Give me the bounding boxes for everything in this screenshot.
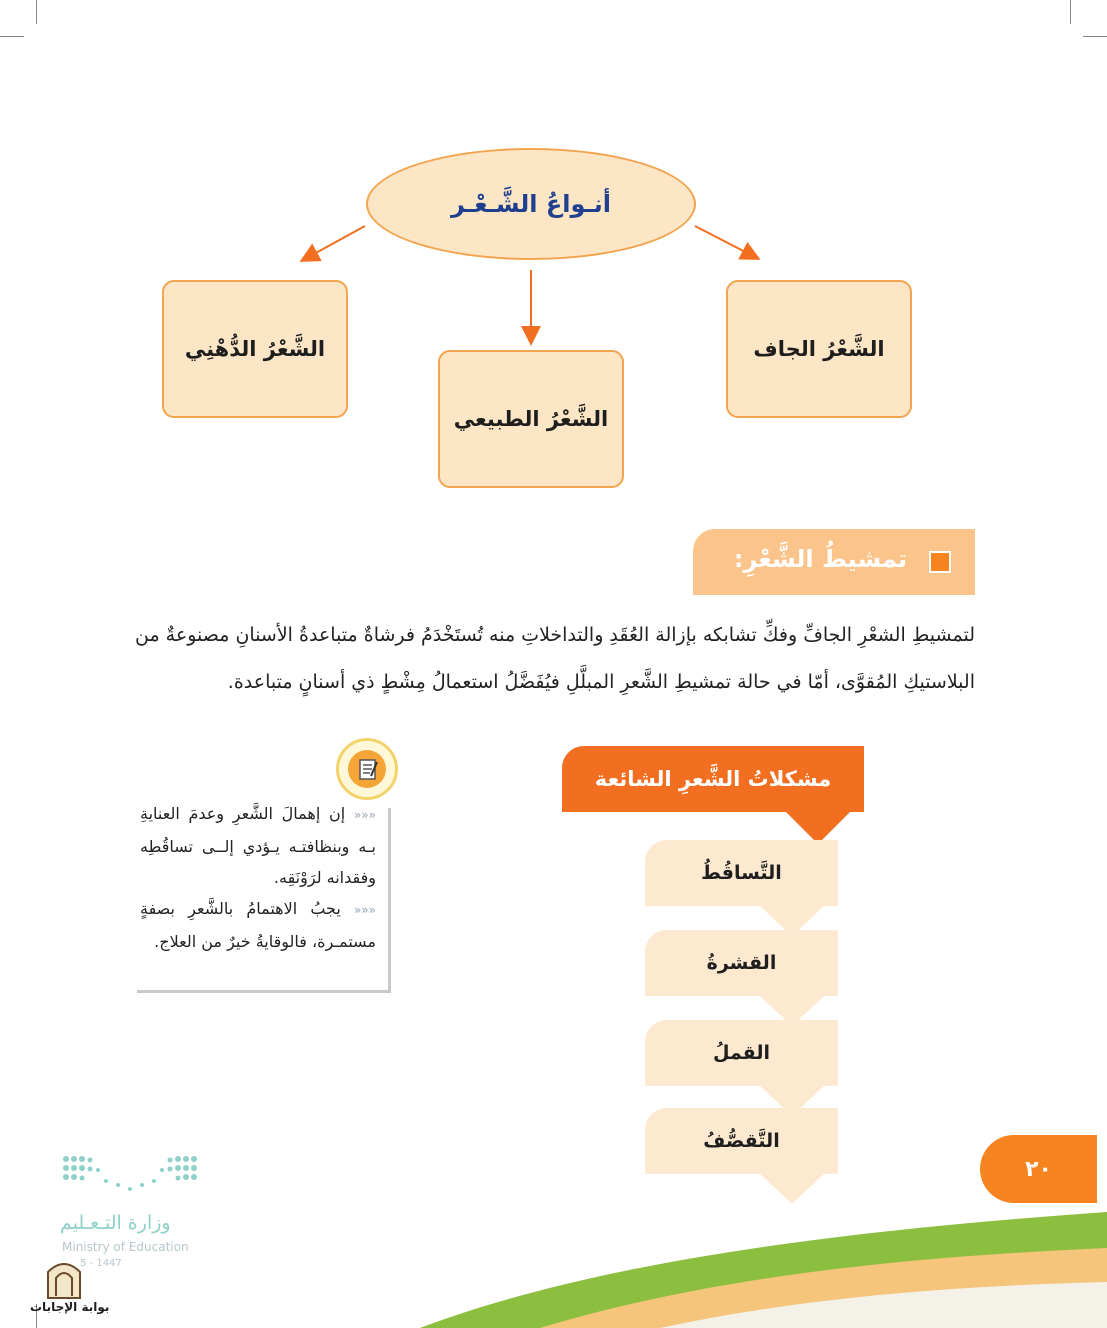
note-frame [388,808,391,992]
ministry-logo-dots [62,1155,198,1199]
diagram-root-label: أنـواعُ الشَّـعْـر [450,190,611,218]
site-logo-icon [44,1256,84,1300]
problem-item: القشرةُ [645,930,838,996]
arrow-left [303,226,365,260]
section-header [693,529,975,595]
note-text [140,798,376,957]
page-number: ٢٠ [980,1135,1097,1203]
note-line: ««« يجبُ الاهتمامُ بالشَّعرِ بصفةٍ مستمـرة، فالوقايةُ خيرٌ من العلاج. [140,899,377,951]
note-icon [336,738,398,800]
diagram-box-oily: الشَّعْرُ الدُّهْنِي [162,280,348,418]
problem-item: التَّساقُطُ [645,840,838,906]
diagram-root [366,148,696,260]
note-frame [137,990,391,993]
diagram-box-dry: الشَّعْرُ الجاف [726,280,912,418]
problem-item: التَّقصُّفُ [645,1108,838,1174]
section-paragraph: لتمشيطِ الشعْرِ الجافِّ وفكِّ تشابكه بإزالة العُقَدِ والتداخلاتِ منه تُستَخْدَمُ فرشاةٌ متباعدةُ الأسنانِ مصنوعةٌ من البلاستيكِ المُقوَّى، أمّا في حالة تمشيطِ الشَّعرِ المبلَّلِ فيُفَضَّلُ استعمالُ مِشْطٍ ذي أسنانٍ متباعدة. [135,624,975,693]
ministry-year: 5 - 1447 [80,1258,122,1269]
ministry-name-arabic: وزارة التـعـليم [60,1212,171,1234]
problem-item: القملُ [645,1020,838,1086]
site-label: بوابة الإجابات [30,1300,110,1314]
note-bullet: ««« [353,808,376,822]
notepad-icon [358,758,380,782]
section-bullet-icon [929,551,951,573]
note-bullet: ««« [353,903,377,917]
problems-header: مشكلاتُ الشَّعرِ الشائعة [562,746,864,812]
diagram-box-normal: الشَّعْرُ الطبيعي [438,350,624,488]
ministry-name-english: Ministry of Education [62,1240,189,1254]
arrow-right [695,226,757,258]
section-title: تمشيطُ الشَّعْرِ: [733,545,907,573]
note-line: ««« إن إهمالَ الشَّعرِ وعدمَ العنايةِ بـه وبنظافتـه يـؤدي إلــى تساقُطِه وفقدانه لرَوْنَقِه. [140,804,376,887]
